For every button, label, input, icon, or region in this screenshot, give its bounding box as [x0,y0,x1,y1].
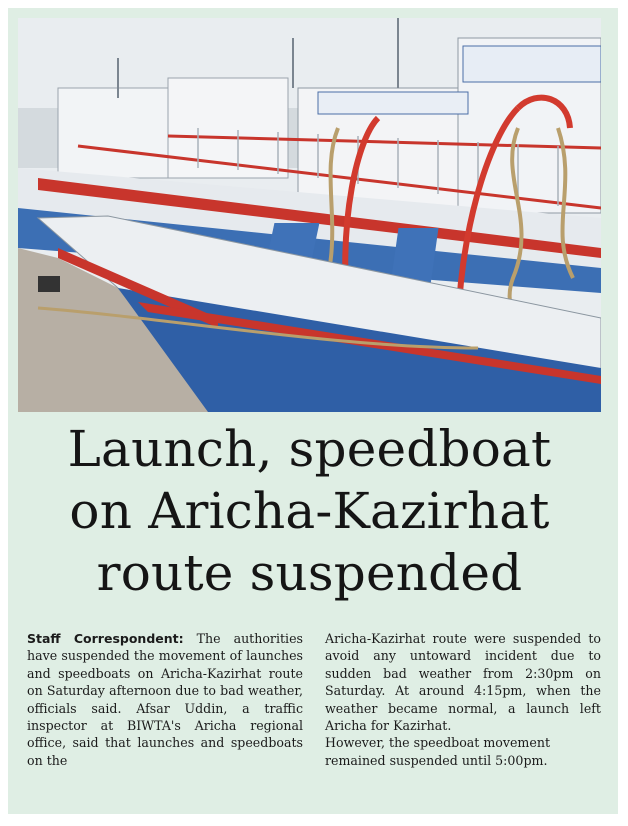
boats-photo-illustration [18,18,601,412]
paragraph-3: However, the speedboat movement remained suspended until 5:00pm. [325,735,551,768]
article-column-1 [27,630,303,769]
paragraph-2: Aricha-Kazirhat route were suspended to avoid any untoward incident due to sudden bad weather from 2:30pm on Saturday. At around 4:15pm, when the weather became normal, a launch left Aricha for Kazirhat. [325,631,601,734]
article-body [27,630,601,769]
headline-line-2: on Aricha-Kazirhat [69,482,550,540]
article-column-2 [325,630,601,769]
byline: Staff Correspondent: [27,631,184,646]
headline-line-3: route suspended [96,544,523,602]
article-photo [18,18,601,412]
headline [18,418,601,604]
paragraph-1 [27,630,303,769]
col1-text: The authorities have suspended the movement of launches and speedboats on Aricha-Kazirhat route on Saturday afternoon due to bad weather, officials said. Afsar Uddin, a traffic inspector at BIWTA's Aricha regional office, said that launches and speedboats on the [27,631,303,768]
headline-line-1: Launch, speedboat [67,420,552,478]
